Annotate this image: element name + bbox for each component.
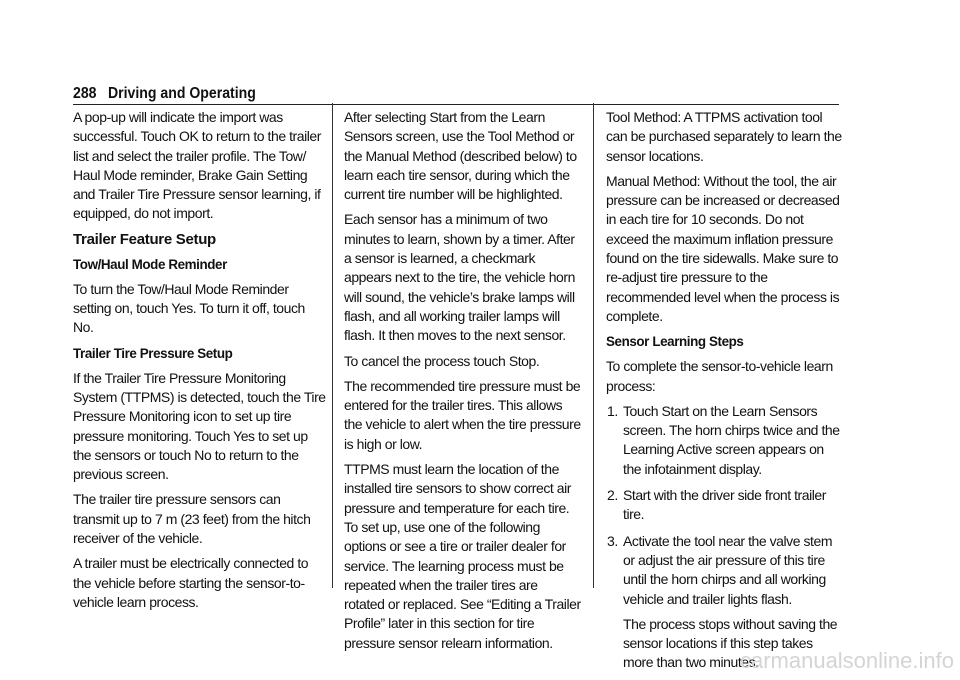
step-text: Start with the driver side front trailer tire. [623,487,826,523]
page-header [73,82,839,105]
column-2 [344,108,581,659]
step-note: The process stops without saving the sensor locations if this step takes more than two minutes. [623,615,838,671]
paragraph: The recommended tire pressure must be entered for the trailer tires. This allows the vehicle to alert when the tire pressure is high or low. [344,377,581,452]
paragraph: Each sensor has a minimum of two minutes to learn, shown by a timer. After a sensor is learned, a checkmark appears next to the tire, the vehicle horn will sound, the vehicle’s brake lamps will flash, and all working trailer lamps will flash. It then moves to the next sensor. [344,211,575,344]
column-divider [593,103,594,588]
watermark: carmanualsonline.info [739,648,954,673]
heading-trailer-feature-setup: Trailer Feature Setup [73,230,216,248]
paragraph: To turn the Tow/Haul Mode Reminder setting on, touch Yes. To turn it off, touch No. [73,280,305,336]
column-3 [606,108,842,680]
section-title: Driving and Operating [107,85,256,102]
list-item [606,402,842,479]
subheading-tow-haul: Tow/Haul Mode Reminder [73,256,227,272]
steps-list [606,402,842,673]
step-text: Activate the tool near the valve stem or adjust the air pressure of this tire until the horn chirps and all working vehicle and trailer lights flash. [623,532,833,607]
list-item [606,486,842,525]
paragraph: TTPMS must learn the location of the installed tire sensors to show correct air pressure and temperature for each tire. To set up, use one of the following options or see a tire or trailer dealer for service. The learning process must be repeated when the trailer tires are rotated or replaced. See “Editing a Trailer Profile” later in this section for tire pressure sensor relearn information. [344,461,581,651]
page-number: 288 [73,85,97,102]
subheading-tire-pressure-setup: Trailer Tire Pressure Setup [73,345,233,361]
step-number: 1. [607,402,618,419]
step-number: 3. [607,532,618,549]
paragraph: After selecting Start from the Learn Sensors screen, use the Tool Method or the Manual Method (described below) to learn each tire sensor, during which the current tire number will be highlighted. [344,109,577,203]
paragraph: A trailer must be electrically connected to the vehicle before starting the sensor-to-vehicle learn process. [73,555,309,610]
paragraph: To complete the sensor-to-vehicle learn process: [606,358,833,394]
subheading-sensor-learning-steps: Sensor Learning Steps [606,334,744,350]
paragraph: A pop-up will indicate the import was successful. Touch OK to return to the trailer list and select the trailer profile. The Tow/ Haul Mode reminder, Brake Gain Setting and Trailer Tire Pressure sensor learning, if equipped, do not import. [73,109,321,222]
step-text: Touch Start on the Learn Sensors screen. The horn chirps twice and the Learning Active screen appears on the infotainment display. [623,402,840,477]
column-divider [332,103,333,588]
paragraph: If the Trailer Tire Pressure Monitoring System (TTPMS) is detected, touch the Tire Pressure Monitoring icon to set up tire pressure monitoring. Touch Yes to set up the sensors or touch No to return to the previous screen. [73,369,326,483]
paragraph: To cancel the process touch Stop. [344,352,540,369]
paragraph: The trailer tire pressure sensors can transmit up to 7 m (23 feet) from the hitch receiver of the vehicle. [73,491,311,547]
step-number: 2. [607,487,618,504]
column-1 [73,108,327,618]
paragraph: Tool Method: A TTPMS activation tool can be purchased separately to learn the sensor locations. [606,109,842,164]
paragraph: Manual Method: Without the tool, the air pressure can be increased or decreased in each tire for 10 seconds. Do not exceed the maximum inflation pressure found on the tire sidewalls. Make sure to re-adjust tire pressure to the recommended level when the process is complete. [606,172,840,324]
